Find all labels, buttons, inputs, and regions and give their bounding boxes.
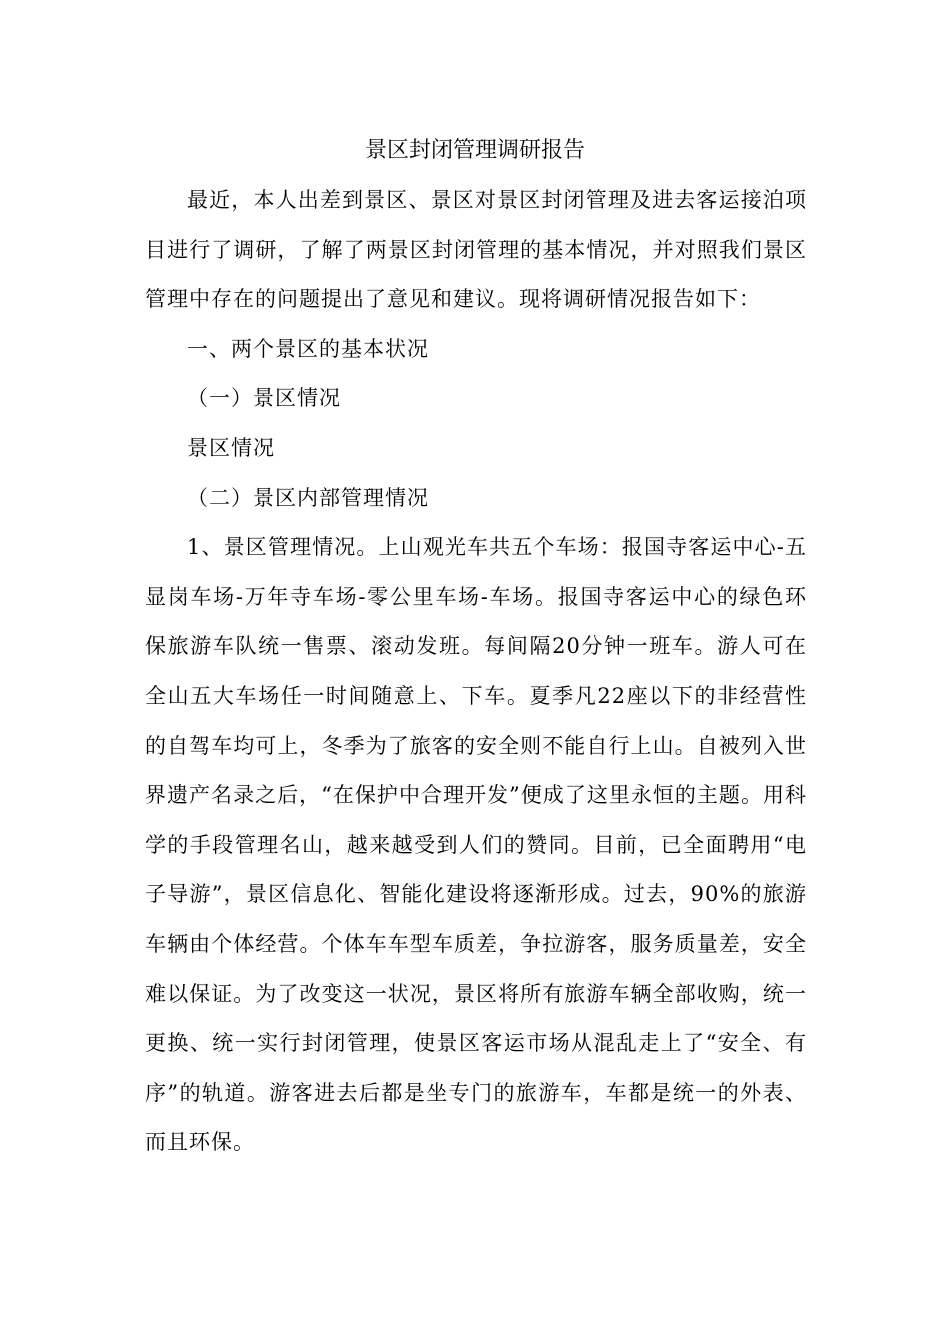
- document-body: [145, 176, 807, 1168]
- intro-paragraph: 最近，本人出差到景区、景区对景区封闭管理及进去客运接泊项目进行了调研，了解了两景区封闭管理的基本情况，并对照我们景区管理中存在的问题提出了意见和建议。现将调研情况报告如下：: [145, 188, 807, 312]
- subsection-heading: （一）景区情况: [187, 386, 341, 411]
- item-paragraph: 1、景区管理情况。上山观光车共五个车场：报国寺客运中心-五显岗车场-万年寺车场-零公里车场-车场。报国寺客运中心的绿色环保旅游车队统一售票、滚动发班。每间隔20分钟一班车。游人可在全山五大车场任一时间随意上、下车。夏季凡22座以下的非经营性的自驾车均可上，冬季为了旅客的安全则不能自行上山。自被列入世界遗产名录之后，“在保护中合理开发”便成了这里永恒的主题。用科学的手段管理名山，越来越受到人们的赞同。目前，已全面聘用“电子导游”，景区信息化、智能化建设将逐渐形成。过去，90%的旅游车辆由个体经营。个体车车型车质差，争拉游客，服务质量差，安全难以保证。为了改变这一状况，景区将所有旅游车辆全部收购，统一更换、统一实行封闭管理，使景区客运市场从混乱走上了“安全、有序”的轨道。游客进去后都是坐专门的旅游车，车都是统一的外表、而且环保。: [145, 535, 807, 1155]
- document-title: 景区封闭管理调研报告: [364, 138, 585, 163]
- subsection-text: 景区情况: [187, 435, 275, 460]
- subsection-heading: （二）景区内部管理情况: [187, 485, 429, 510]
- section-heading: 一、两个景区的基本状况: [187, 336, 429, 361]
